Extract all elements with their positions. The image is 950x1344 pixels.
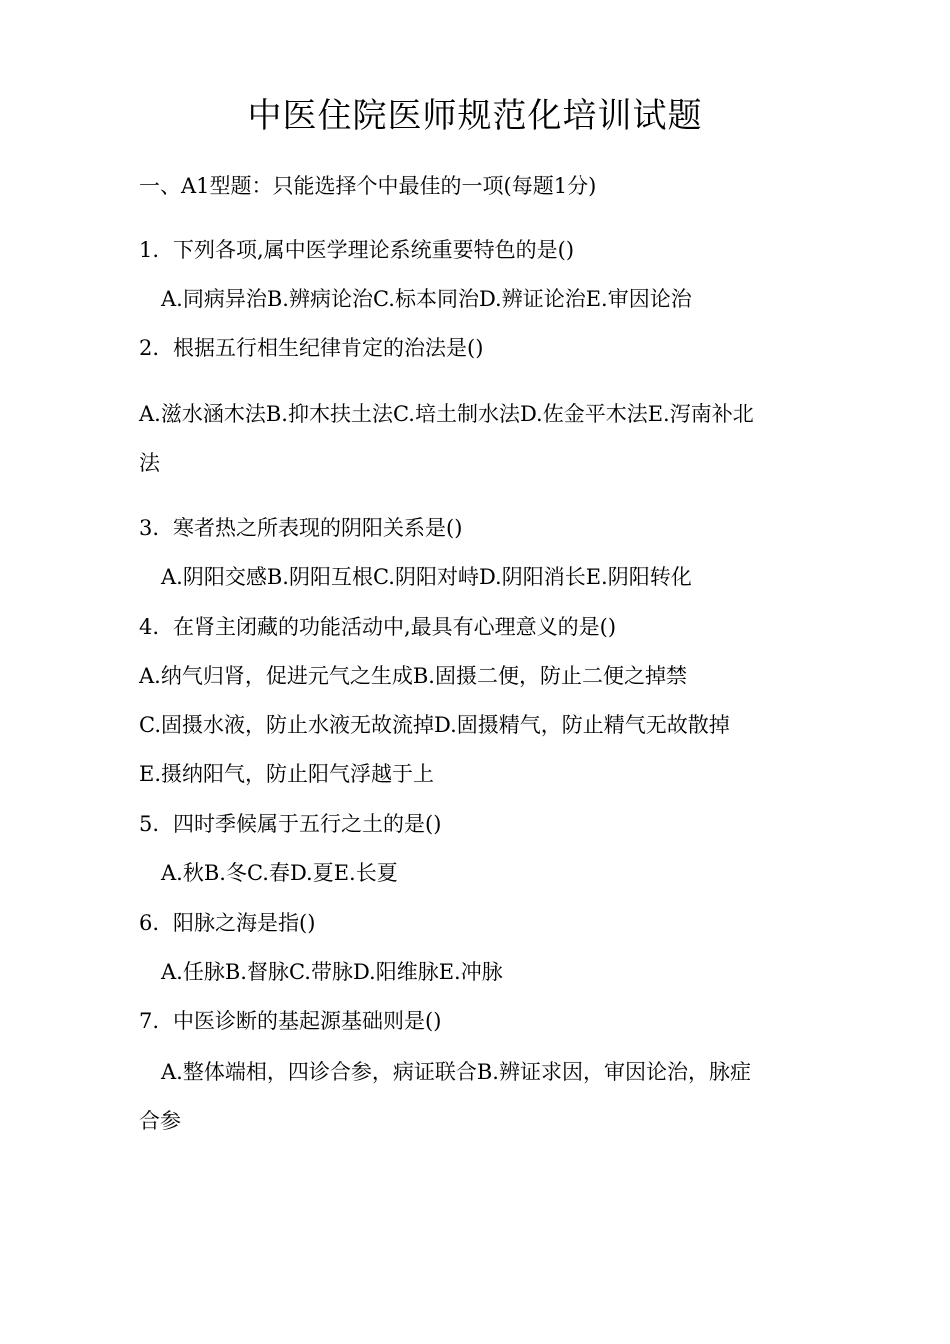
- section-heading: 一、A1型题：只能选择个中最佳的一项(每题1分): [139, 174, 597, 198]
- question-6-options: A.任脉B.督脉C.带脉D.阳维脉E.冲脉: [161, 960, 503, 984]
- question-4-option-e: E.摄纳阳气，防止阳气浮越于上: [139, 762, 435, 786]
- question-stem: 根据五行相生纪律肯定的治法是(): [173, 336, 484, 360]
- question-7: [139, 1005, 441, 1037]
- question-2: [139, 332, 483, 364]
- question-stem: 在肾主闭藏的功能活动中,最具有心理意义的是(): [173, 615, 617, 639]
- question-5: [139, 808, 441, 840]
- question-3-options: A.阴阳交感B.阴阳互根C.阴阳对峙D.阴阳消长E.阴阳转化: [161, 565, 692, 589]
- question-stem: 寒者热之所表现的阴阳关系是(): [173, 516, 463, 540]
- question-4: [139, 611, 616, 643]
- question-number: 4.: [139, 615, 160, 639]
- question-5-options: A.秋B.冬C.春D.夏E.长夏: [161, 861, 398, 885]
- question-6: [139, 907, 315, 939]
- question-stem: 阳脉之海是指(): [173, 911, 316, 935]
- question-number: 2.: [139, 336, 160, 360]
- question-1-options: A.同病异治B.辨病论治C.标本同治D.辨证论治E.审因论治: [161, 287, 692, 311]
- question-stem: 下列各项,属中医学理论系统重要特色的是(): [173, 238, 575, 262]
- question-number: 6.: [139, 911, 160, 935]
- question-number: 7.: [139, 1009, 160, 1033]
- question-3: [139, 512, 462, 544]
- question-2-options-continued: 法: [139, 451, 160, 475]
- question-4-option-cd: C.固摄水液，防止水液无故流掉D.固摄精气，防止精气无故散掉: [139, 713, 730, 737]
- question-4-option-ab: A.纳气归肾，促进元气之生成B.固摄二便，防止二便之掉禁: [139, 664, 687, 688]
- question-stem: 四时季候属于五行之土的是(): [173, 812, 442, 836]
- question-2-options: A.滋水涵木法B.抑木扶土法C.培土制水法D.佐金平木法E.泻南补北: [139, 402, 754, 426]
- question-stem: 中医诊断的基起源基础则是(): [173, 1009, 442, 1033]
- question-number: 3.: [139, 516, 160, 540]
- question-7-options: A.整体端相，四诊合参，病证联合B.辨证求因，审因论治，脉症: [161, 1060, 751, 1084]
- document-title: 中医住院医师规范化培训试题: [247, 96, 703, 136]
- question-number: 5.: [139, 812, 160, 836]
- question-1: [139, 234, 574, 266]
- question-7-options-continued: 合参: [139, 1109, 181, 1133]
- question-number: 1.: [139, 238, 160, 262]
